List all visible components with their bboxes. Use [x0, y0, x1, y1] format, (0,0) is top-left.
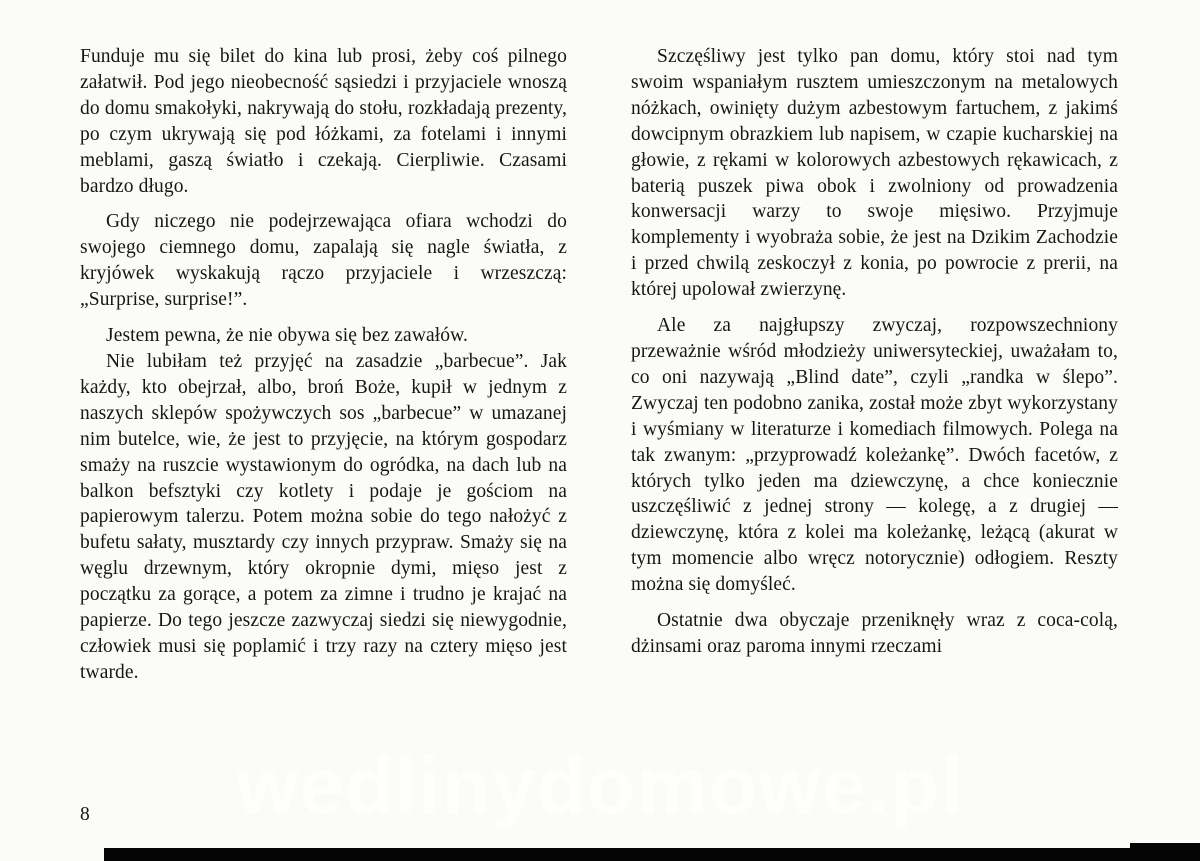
paragraph: Szczęśliwy jest tylko pan domu, który stoi nad tym swoim wspaniałym rusztem umieszczonym na metalowych nóżkach, owinięty dużym azbestowym fartuchem, z jakimś dowcipnym obrazkiem lub napisem, w czapie kucharskiej na głowie, z rękami w kolorowych azbestowych rękawicach, z baterią puszek piwa obok i zwolniony od prowadzenia konwersacji warzy to swoje mięsiwo. Przyjmuje komplementy i wyobraża sobie, że jest na Dzikim Zachodzie i przed chwilą zeskoczył z konia, po powrocie z prerii, na której upolował zwierzynę. [631, 46, 1118, 301]
paragraph: Gdy niczego nie podejrzewająca ofiara wchodzi do swojego ciemnego domu, zapalają się nagle światła, z kryjówek wyskakują rączo przyjaciele i wrzeszczą: „Surprise, surprise!”. [80, 211, 567, 311]
page-number: 8 [80, 804, 90, 825]
scan-artifact-corner [1130, 843, 1200, 861]
left-column [80, 44, 567, 686]
paragraph: Ale za najgłupszy zwyczaj, rozpowszechniony przeważnie wśród młodzieży uniwersyteckiej, uważałam to, co oni nazywają „Blind date”, czyli „randka w ślepo”. Zwyczaj ten podobno zanika, został może zbyt wykorzystany i wyśmiany w literaturze i komediach filmowych. Polega na tak zwanym: „przyprowadź koleżankę”. Dwóch facetów, z których tylko jeden ma dziewczynę, a chce koniecznie uszczęśliwić z jednej strony — kolegę, a z drugiej — dziewczynę, która z kolei ma koleżankę, leżącą (akurat w tym momencie albo wręcz notorycznie) odłogiem. Reszty można się domyśleć. [631, 315, 1118, 596]
scan-artifact-bar [104, 848, 1200, 861]
paragraph: Ostatnie dwa obyczaje przeniknęły wraz z coca-colą, dżinsami oraz paroma innymi rzeczami [631, 610, 1118, 657]
paragraph: Jestem pewna, że nie obywa się bez zawałów. [106, 325, 469, 347]
right-column [631, 44, 1118, 686]
watermark: wedlinydomowe.pl [236, 741, 964, 830]
paragraph: Nie lubiłam też przyjęć na zasadzie „barbecue”. Jak każdy, kto obejrzał, albo, broń Boże, kupił w jednym z naszych sklepów spożywczych sos „barbecue” w umazanej nim butelce, wie, że jest to przyjęcie, na którym gospodarz smaży na ruszcie wystawionym do ogródka, na dach lub na balkon befsztyki czy kotlety i podaje je gościom na papierowym talerzu. Potem można sobie do tego nałożyć z bufetu sałaty, musztardy czy innych przypraw. Smaży się na węglu drzewnym, który okropnie dymi, mięso jest z początku za gorące, a potem za zimne i trudno je krajać na papierze. Do tego jeszcze zazwyczaj siedzi się niewygodnie, człowiek musi się poplamić i trzy razy na cztery mięso jest twarde. [80, 350, 567, 683]
paragraph: Funduje mu się bilet do kina lub prosi, żeby coś pilnego załatwił. Pod jego nieobecność sąsiedzi i przyjaciele wnoszą do domu smakołyki, nakrywają do stołu, rozkładają prezenty, po czym ukrywają się pod łóżkami, za fotelami i innymi meblami, gaszą światło i czekają. Cierpliwie. Czasami bardzo długo. [80, 46, 567, 197]
text-columns [80, 44, 1118, 686]
